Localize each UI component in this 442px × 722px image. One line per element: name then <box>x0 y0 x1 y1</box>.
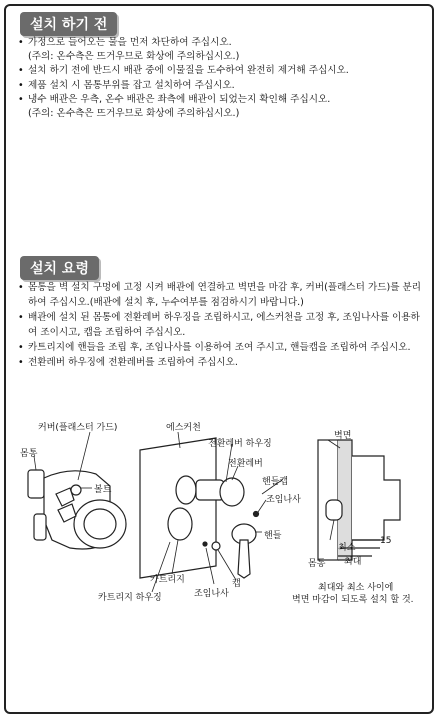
max-label: 최대 <box>344 557 362 567</box>
list-item: • 몸통을 벽 설치 구멍에 고정 시켜 배관에 연결하고 벽면을 마감 후, 커버(플래스터 가드)를 분리하여 주십시오.(배관에 설치 후, 누수여부를 점검하시기 바랍니다.) <box>16 280 426 310</box>
list-item: • 전환레버 하우징에 전환레버를 조립하여 주십시오. <box>16 355 426 370</box>
list-item: • 카트리지에 핸들을 조립 후, 조임나사를 이용하여 조여 주시고, 핸들캡을 조립하여 주십시오. <box>16 340 426 355</box>
section-title-before-install: 설치 하기 전 <box>20 12 117 36</box>
cover-label: 커버(플래스터 가드) <box>38 423 118 433</box>
wall-label: 벽면 <box>334 431 352 441</box>
body-label: 몸통 <box>20 449 38 459</box>
list-item: • 배관에 설치 된 몸통에 전환레버 하우징을 조립하시고, 에스커천을 고정 후, 조임나사를 이용하여 조이시고, 캡을 조립하여 주십시오. <box>16 310 426 340</box>
lever-housing-label: 전환레버 하우징 <box>208 439 272 449</box>
list-item: • 가정으로 들어오는 물을 먼저 차단하여 주십시오. <box>16 36 426 50</box>
caution-note: (주의: 온수측은 뜨거우므로 화상에 주의하십시오.) <box>28 108 240 120</box>
list-item: • 냉수 배관은 우측, 온수 배관은 좌측에 배관이 되었는지 확인해 주십시오. <box>16 93 426 107</box>
min-label: 최소 <box>338 543 356 553</box>
dimension-label: 15 <box>380 536 392 546</box>
body-right-label: 몸통 <box>308 559 326 569</box>
escutcheon-label: 에스커천 <box>166 423 201 433</box>
list-item: • 설치 하기 전에 반드시 배관 중에 이물질을 도수하여 완전히 제거해 주십시오. <box>16 64 426 78</box>
handle-label: 핸들 <box>264 531 282 541</box>
list-item: • 제품 설치 시 몸통부위를 잡고 설치하여 주십시오. <box>16 79 426 93</box>
cartridge-label: 카트리지 <box>150 575 185 585</box>
cap-label: 캡 <box>232 579 241 589</box>
section-title-install-guide: 설치 요령 <box>20 256 99 280</box>
handle-cap-label: 핸들캡 <box>262 477 289 487</box>
cartridge-housing-label: 카트리지 하우징 <box>98 593 162 603</box>
caution-note: (주의: 온수측은 뜨거우므로 화상에 주의하십시오.) <box>28 51 240 63</box>
bolt-label: 볼트 <box>94 485 112 495</box>
install-note-line1: 최대와 최소 사이에 <box>318 583 394 593</box>
set-screw-top-label: 조임나사 <box>266 495 301 505</box>
set-screw-bottom-label: 조임나사 <box>194 589 229 599</box>
install-note-line2: 벽면 마감이 되도록 설치 할 것. <box>292 595 414 605</box>
escutcheon-illustration <box>140 438 216 578</box>
lever-label: 전환레버 <box>228 459 263 469</box>
